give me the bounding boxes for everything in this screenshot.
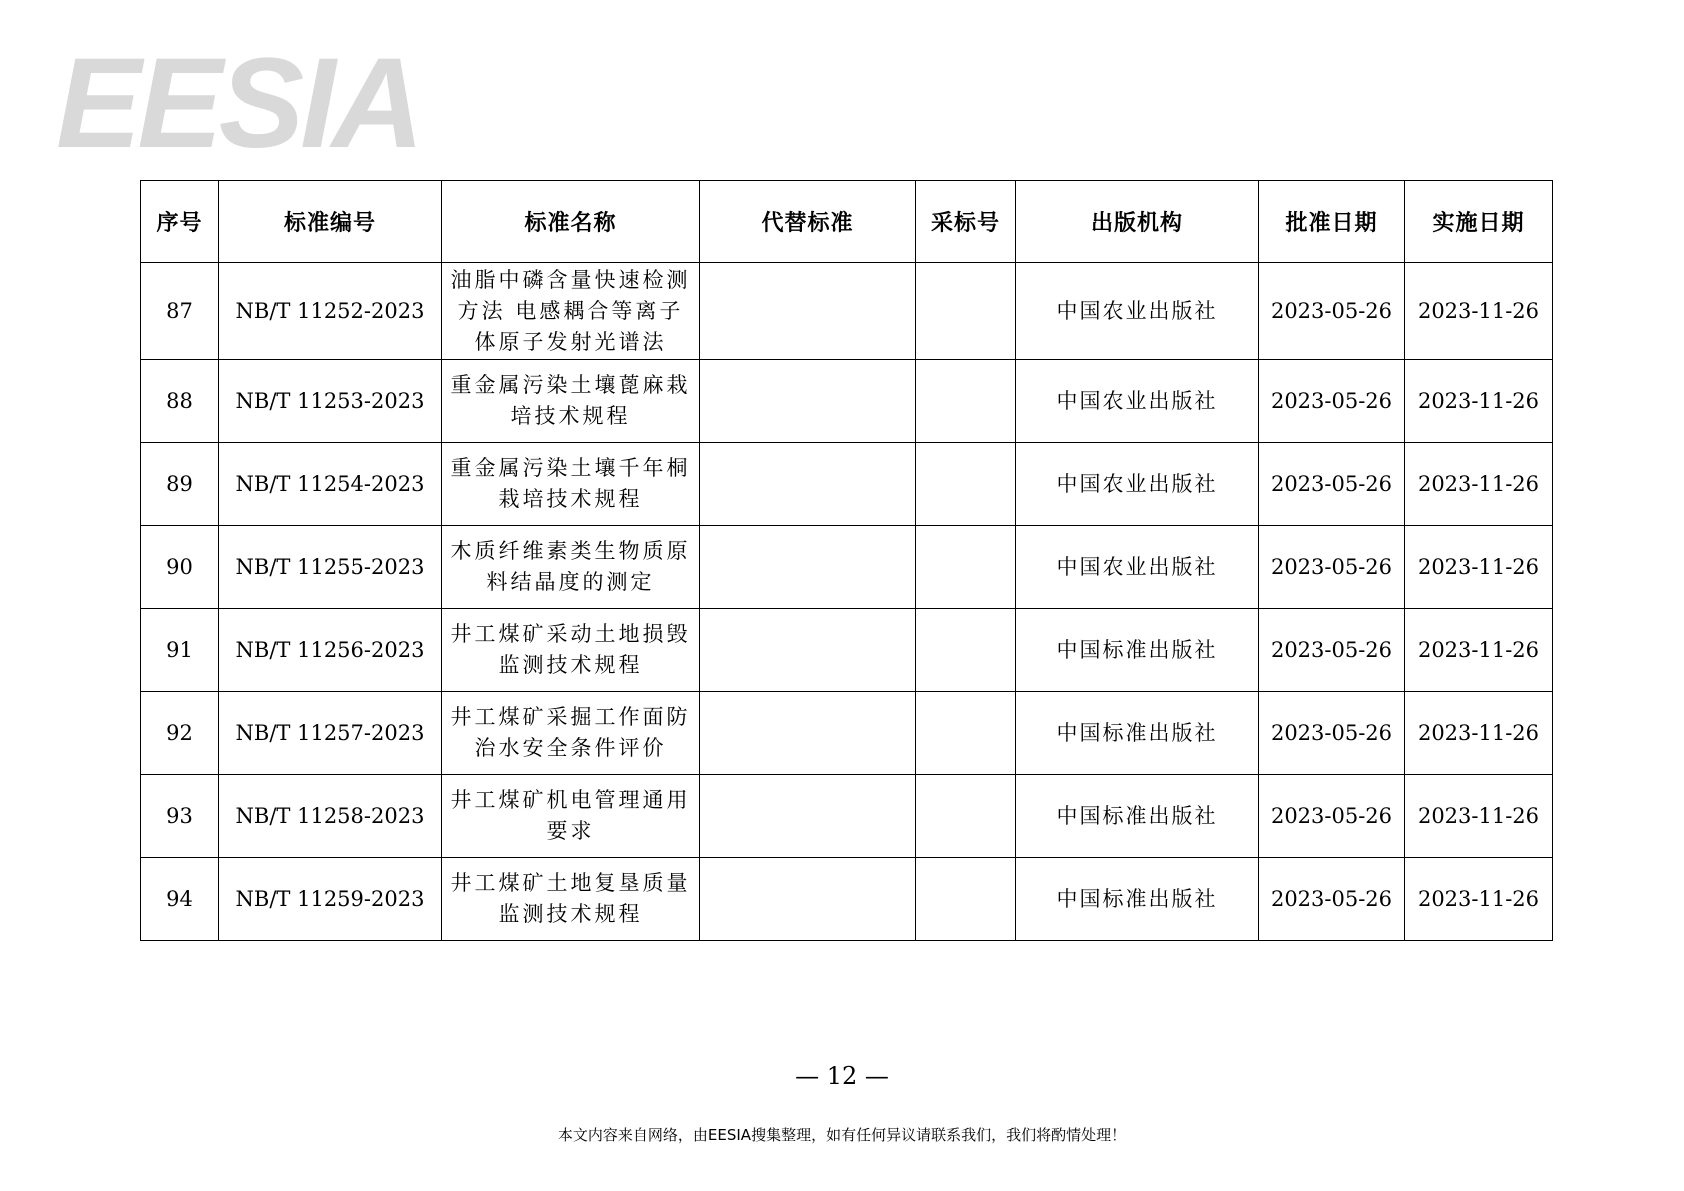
table-row [141, 263, 1553, 360]
eesia-watermark-logo: EESIA [56, 32, 421, 175]
cell-adopted-standard-no [916, 858, 1016, 941]
cell-adopted-standard-no [916, 609, 1016, 692]
cell-serial-no: 88 [141, 360, 219, 443]
cell-effective-date: 2023-11-26 [1405, 263, 1553, 360]
header-adopted-standard-no: 采标号 [916, 181, 1016, 263]
table-row [141, 692, 1553, 775]
footer-disclaimer: 本文内容来自网络，由EESIA搜集整理，如有任何异议请联系我们，我们将酌情处理！ [557, 1126, 1127, 1144]
cell-standard-code: NB/T 11253-2023 [219, 360, 442, 443]
cell-effective-date: 2023-11-26 [1405, 443, 1553, 526]
cell-publisher: 中国农业出版社 [1016, 360, 1259, 443]
cell-publisher: 中国标准出版社 [1016, 775, 1259, 858]
cell-adopted-standard-no [916, 443, 1016, 526]
cell-standard-name: 井工煤矿土地复垦质量监测技术规程 [442, 858, 700, 941]
header-standard-code: 标准编号 [219, 181, 442, 263]
table-row [141, 360, 1553, 443]
cell-replaced-standard [700, 360, 916, 443]
cell-effective-date: 2023-11-26 [1405, 609, 1553, 692]
cell-standard-code: NB/T 11257-2023 [219, 692, 442, 775]
cell-adopted-standard-no [916, 263, 1016, 360]
cell-serial-no: 87 [141, 263, 219, 360]
cell-standard-name: 重金属污染土壤蓖麻栽培技术规程 [442, 360, 700, 443]
cell-standard-name: 油脂中磷含量快速检测方法 电感耦合等离子体原子发射光谱法 [442, 263, 700, 360]
table-header-row [141, 181, 1553, 263]
header-serial-no: 序号 [141, 181, 219, 263]
cell-standard-code: NB/T 11258-2023 [219, 775, 442, 858]
cell-serial-no: 90 [141, 526, 219, 609]
cell-standard-name: 木质纤维素类生物质原料结晶度的测定 [442, 526, 700, 609]
cell-standard-code: NB/T 11254-2023 [219, 443, 442, 526]
header-publisher: 出版机构 [1016, 181, 1259, 263]
cell-standard-code: NB/T 11255-2023 [219, 526, 442, 609]
standards-table [140, 180, 1553, 941]
header-replaced-standard: 代替标准 [700, 181, 916, 263]
cell-effective-date: 2023-11-26 [1405, 360, 1553, 443]
cell-adopted-standard-no [916, 526, 1016, 609]
cell-standard-name: 井工煤矿采掘工作面防治水安全条件评价 [442, 692, 700, 775]
page-number: — 12 — [795, 1062, 889, 1090]
cell-approval-date: 2023-05-26 [1259, 858, 1405, 941]
cell-serial-no: 89 [141, 443, 219, 526]
cell-standard-code: NB/T 11259-2023 [219, 858, 442, 941]
cell-approval-date: 2023-05-26 [1259, 775, 1405, 858]
header-effective-date: 实施日期 [1405, 181, 1553, 263]
header-approval-date: 批准日期 [1259, 181, 1405, 263]
cell-publisher: 中国农业出版社 [1016, 526, 1259, 609]
cell-approval-date: 2023-05-26 [1259, 263, 1405, 360]
cell-serial-no: 93 [141, 775, 219, 858]
cell-serial-no: 92 [141, 692, 219, 775]
cell-publisher: 中国标准出版社 [1016, 609, 1259, 692]
table-row [141, 526, 1553, 609]
table-row [141, 609, 1553, 692]
cell-standard-name: 重金属污染土壤千年桐栽培技术规程 [442, 443, 700, 526]
cell-standard-code: NB/T 11252-2023 [219, 263, 442, 360]
cell-approval-date: 2023-05-26 [1259, 692, 1405, 775]
table-row [141, 443, 1553, 526]
cell-publisher: 中国标准出版社 [1016, 858, 1259, 941]
cell-adopted-standard-no [916, 360, 1016, 443]
cell-approval-date: 2023-05-26 [1259, 609, 1405, 692]
header-standard-name: 标准名称 [442, 181, 700, 263]
cell-approval-date: 2023-05-26 [1259, 443, 1405, 526]
table-row [141, 858, 1553, 941]
cell-publisher: 中国标准出版社 [1016, 692, 1259, 775]
cell-replaced-standard [700, 609, 916, 692]
cell-replaced-standard [700, 526, 916, 609]
cell-serial-no: 94 [141, 858, 219, 941]
cell-replaced-standard [700, 775, 916, 858]
cell-standard-code: NB/T 11256-2023 [219, 609, 442, 692]
cell-approval-date: 2023-05-26 [1259, 526, 1405, 609]
cell-replaced-standard [700, 263, 916, 360]
cell-replaced-standard [700, 443, 916, 526]
cell-effective-date: 2023-11-26 [1405, 692, 1553, 775]
table-row [141, 775, 1553, 858]
cell-approval-date: 2023-05-26 [1259, 360, 1405, 443]
cell-effective-date: 2023-11-26 [1405, 858, 1553, 941]
cell-replaced-standard [700, 692, 916, 775]
cell-standard-name: 井工煤矿机电管理通用要求 [442, 775, 700, 858]
cell-effective-date: 2023-11-26 [1405, 526, 1553, 609]
cell-effective-date: 2023-11-26 [1405, 775, 1553, 858]
cell-replaced-standard [700, 858, 916, 941]
cell-publisher: 中国农业出版社 [1016, 443, 1259, 526]
cell-publisher: 中国农业出版社 [1016, 263, 1259, 360]
cell-adopted-standard-no [916, 692, 1016, 775]
cell-adopted-standard-no [916, 775, 1016, 858]
cell-standard-name: 井工煤矿采动土地损毁监测技术规程 [442, 609, 700, 692]
cell-serial-no: 91 [141, 609, 219, 692]
